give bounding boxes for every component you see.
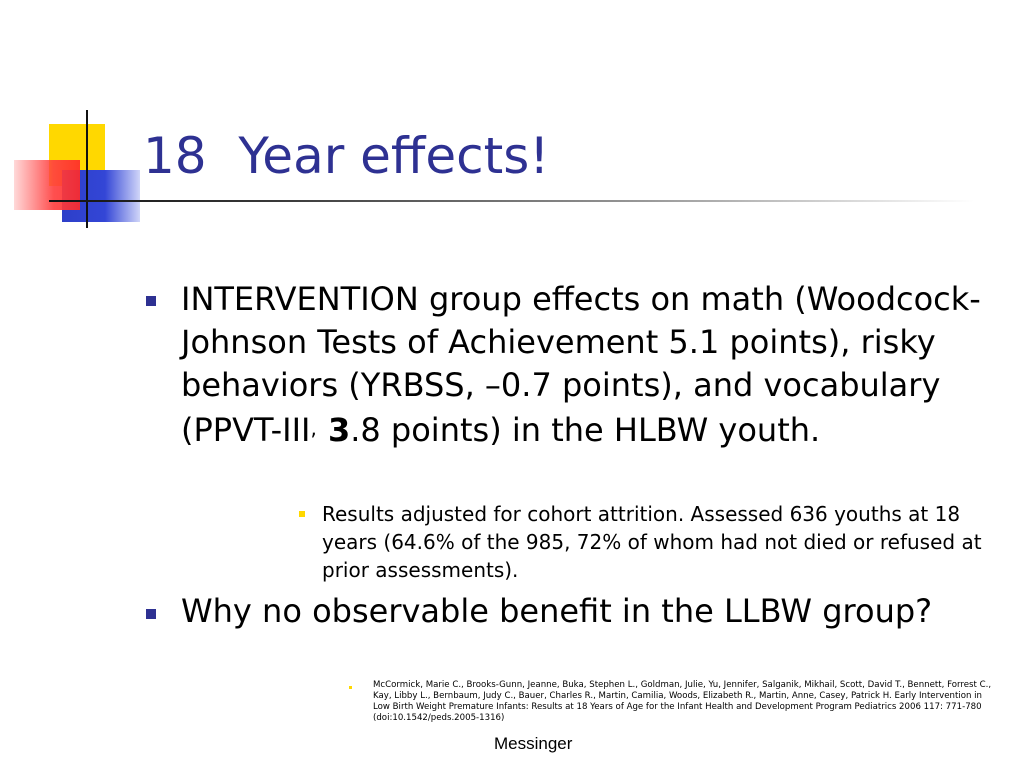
title-divider-line <box>49 200 974 202</box>
small-square-bullet-icon <box>349 686 352 689</box>
bullet-llbw-question: Why no observable benefit in the LLBW group? <box>181 592 933 630</box>
bullet-comma: , <box>310 416 317 440</box>
square-bullet-icon <box>146 609 156 619</box>
bullet-bold-number: 3 <box>316 411 351 449</box>
logo-vertical-line <box>86 110 88 228</box>
small-square-bullet-icon <box>299 511 305 517</box>
slide-title: 18 Year effects! <box>143 127 550 185</box>
decorative-logo <box>0 0 150 240</box>
citation-reference: McCormick, Marie C., Brooks-Gunn, Jeanne, Buka, Stephen L., Goldman, Julie, Yu, Jennifer, Salganik, Mikhail, Scott, David T., Bennett, Forrest C., Kay, Libby L., Bernbaum, Judy C., Bauer, Charles R., Martin, Camilia, Woods, Elizabeth R., Martin, Anne, Casey, Patrick H. Early Intervention in Low Birth Weight Premature Infants: Results at 18 Years of Age for the Infant Health and Development Program Pediatrics 2006 117: 771-780 (doi:10.1542/peds.2005-1316) <box>373 680 992 723</box>
slide-footer: Messinger <box>494 734 573 753</box>
red-square-shape <box>14 160 80 210</box>
bullet-text: INTERVENTION group effects on math (Woodcock-Johnson Tests of Achievement 5.1 points), risky behaviors (YRBSS, –0.7 points), and vocabulary (PPVT-III <box>181 280 981 449</box>
sub-bullet-attrition-note: Results adjusted for cohort attrition. Assessed 636 youths at 18 years (64.6% of the 985, 72% of whom had not died or refused at prior assessments). <box>322 502 982 582</box>
bullet-intervention-effects <box>181 278 1011 452</box>
bullet-text-end: .8 points) in the HLBW youth. <box>350 411 821 449</box>
square-bullet-icon <box>146 296 156 306</box>
